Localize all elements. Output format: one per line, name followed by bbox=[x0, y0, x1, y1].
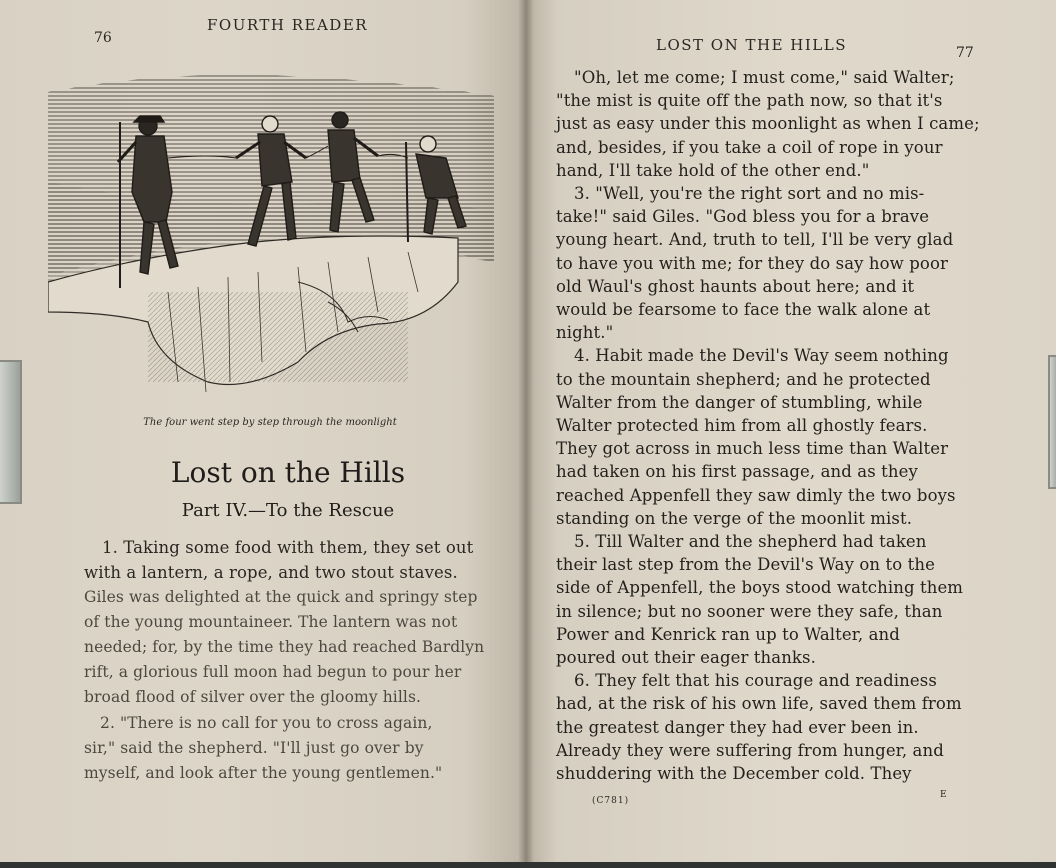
right-line-28: had, at the risk of his own life, saved them from bbox=[556, 694, 962, 714]
right-line-8: young heart. And, truth to tell, I'll be very glad bbox=[556, 230, 954, 250]
right-line-20: standing on the verge of the moonlit mist. bbox=[556, 508, 913, 528]
right-line-3: just as easy under this moonlight as when I came; bbox=[556, 114, 980, 134]
right-line-19: reached Appenfell they saw dimly the two boys bbox=[556, 485, 956, 505]
right-line-27: 6. They felt that his courage and readiness bbox=[574, 671, 937, 691]
right-line-7: take!" said Giles. "God bless you for a brave bbox=[556, 207, 930, 227]
right-line-10: old Waul's ghost haunts about here; and it bbox=[556, 276, 915, 296]
left-line-4: of the young mountaineer. The lantern was not bbox=[84, 613, 458, 631]
illustration bbox=[48, 62, 494, 412]
right-page-clip bbox=[1048, 355, 1056, 489]
right-line-26: poured out their eager thanks. bbox=[556, 648, 816, 667]
left-line-3: Giles was delighted at the quick and springy step bbox=[84, 588, 478, 606]
chapter-subtitle: Part IV.—To the Rescue bbox=[181, 500, 395, 521]
right-line-21: 5. Till Walter and the shepherd had taken bbox=[574, 532, 927, 551]
left-page-number: 76 bbox=[94, 30, 112, 46]
right-line-25: Power and Kenrick ran up to Walter, and bbox=[556, 624, 900, 644]
right-page-number: 77 bbox=[956, 45, 974, 61]
right-line-9: to have you with me; for they do say how poor bbox=[556, 253, 948, 273]
right-line-5: hand, I'll take hold of the other end." bbox=[556, 160, 870, 180]
right-line-31: shuddering with the December cold. They bbox=[556, 764, 912, 783]
left-line-6: rift, a glorious full moon had begun to pour her bbox=[84, 663, 462, 681]
signature-mark: (C781) bbox=[592, 796, 630, 806]
right-line-30: Already they were suffering from hunger, and bbox=[556, 740, 944, 760]
right-line-13: 4. Habit made the Devil's Way seem nothing bbox=[574, 346, 949, 366]
book-gutter bbox=[518, 0, 534, 862]
right-line-15: Walter from the danger of stumbling, while bbox=[556, 392, 923, 412]
right-line-23: side of Appenfell, the boys stood watching them bbox=[556, 578, 964, 598]
right-running-head: LOST ON THE HILLS bbox=[656, 36, 848, 54]
signature-letter: E bbox=[940, 790, 948, 800]
left-line-1: 1. Taking some food with them, they set out bbox=[102, 538, 474, 557]
left-line-9: sir," said the shepherd. "I'll just go over by bbox=[84, 739, 424, 757]
left-page-clip bbox=[0, 360, 22, 504]
chapter-title: Lost on the Hills bbox=[170, 456, 406, 489]
left-line-2: with a lantern, a rope, and two stout staves. bbox=[84, 563, 458, 582]
right-line-11: would be fearsome to face the walk alone at bbox=[556, 300, 931, 319]
right-line-12: night." bbox=[556, 323, 614, 343]
right-line-2: "the mist is quite off the path now, so that it's bbox=[556, 91, 943, 111]
illustration-caption: The four went step by step through the moonlight bbox=[143, 417, 397, 428]
left-line-7: broad flood of silver over the gloomy hills. bbox=[84, 688, 422, 706]
right-line-17: They got across in much less time than Walter bbox=[556, 439, 949, 459]
right-line-4: and, besides, if you take a coil of rope in your bbox=[556, 137, 943, 157]
left-line-5: needed; for, by the time they had reached Bardlyn bbox=[84, 638, 485, 656]
left-page bbox=[0, 0, 526, 862]
left-line-10: myself, and look after the young gentlemen." bbox=[84, 764, 443, 782]
left-line-8: 2. "There is no call for you to cross again, bbox=[100, 714, 433, 732]
right-line-18: had taken on his first passage, and as they bbox=[556, 462, 918, 482]
right-line-6: 3. "Well, you're the right sort and no mis- bbox=[574, 184, 925, 203]
right-line-16: Walter protected him from all ghostly fears. bbox=[556, 416, 928, 435]
right-line-22: their last step from the Devil's Way on to the bbox=[556, 555, 935, 575]
right-line-1: "Oh, let me come; I must come," said Walter; bbox=[574, 68, 955, 87]
right-line-29: the greatest danger they had ever been in. bbox=[556, 717, 919, 737]
right-page bbox=[526, 0, 1056, 862]
right-line-24: in silence; but no sooner were they safe, than bbox=[556, 601, 943, 621]
left-running-head: FOURTH READER bbox=[207, 16, 369, 34]
right-line-14: to the mountain shepherd; and he protected bbox=[556, 369, 931, 389]
